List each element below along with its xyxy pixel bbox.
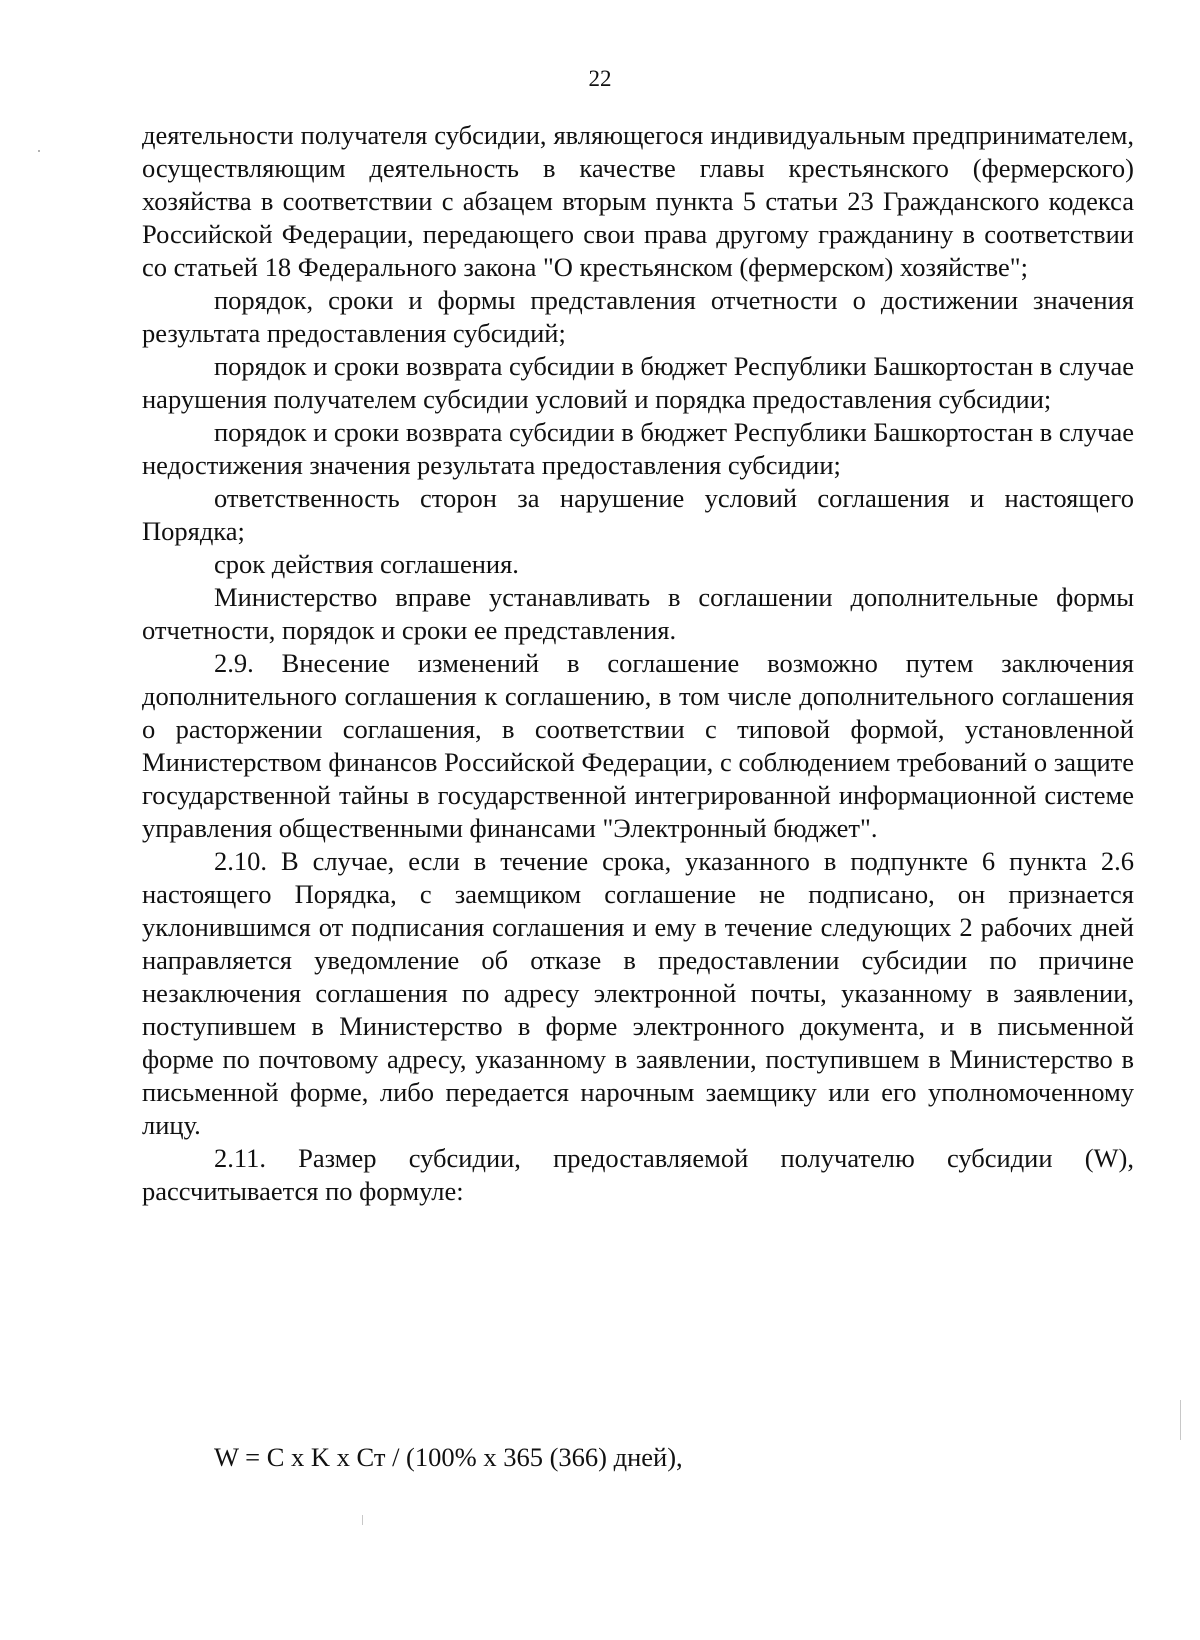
paragraph-2-10: 2.10. В случае, если в течение срока, указанного в подпункте 6 пункта 2.6 настоящего Порядка, с заемщиком соглашение не подписано, он признается уклонившимся от подписания соглашения и ему в течение следующих 2 рабочих дней направляется уведомление об отказе в предоставлении субсидии по причине незаключения соглашения по адресу электронной почты, указанному в заявлении, поступившем в Министерство в форме электронного документа, и в письменной форме по почтовому адресу, указанному в заявлении, поступившем в Министерство в письменной форме, либо передается нарочным заемщику или его уполномоченному лицу. (142, 846, 1134, 1140)
paragraph-continuation: деятельности получателя субсидии, являющегося индивидуальным предпринимателем, осуществляющим деятельность в качестве главы крестьянского (фермерского) хозяйства в соответствии с абзацем вторым пункта 5 статьи 23 Гражданского кодекса Российской Федерации, передающего свои права другому гражданину в соответствии со статьей 18 Федерального закона "О крестьянском (фермерском) хозяйстве"; (142, 120, 1134, 282)
paragraph-ministry-rights: Министерство вправе устанавливать в соглашении дополнительные формы отчетности, порядок и сроки ее представления. (142, 582, 1134, 645)
page-number: 22 (588, 66, 612, 91)
paragraph-return-violation: порядок и сроки возврата субсидии в бюджет Республики Башкортостан в случае нарушения получателем субсидии условий и порядка предоставления субсидии; (142, 351, 1134, 414)
subsidy-formula: W = C x K x Ст / (100% x 365 (366) дней), (214, 1442, 683, 1472)
paragraph-2-11: 2.11. Размер субсидии, предоставляемой получателю субсидии (W), рассчитывается по формуле: (142, 1143, 1134, 1206)
paragraph-2-9: 2.9. Внесение изменений в соглашение возможно путем заключения дополнительного соглашения к соглашению, в том числе дополнительного соглашения о расторжении соглашения, в соответствии с типовой формой, установленной Министерством финансов Российской Федерации, с соблюдением требований о защите государственной тайны в государственной интегрированной информационной системе управления общественными финансами "Электронный бюджет". (142, 648, 1134, 843)
scan-mark (362, 1515, 363, 1525)
document-body (142, 119, 1134, 1208)
scan-mark (1180, 1400, 1181, 1440)
paragraph-return-nonachievement: порядок и сроки возврата субсидии в бюджет Республики Башкортостан в случае недостижения значения результата предоставления субсидии; (142, 417, 1134, 480)
paragraph-reporting-order: порядок, сроки и формы представления отчетности о достижении значения результата предоставления субсидий; (142, 285, 1134, 348)
paragraph-responsibility: ответственность сторон за нарушение условий соглашения и настоящего Порядка; (142, 483, 1134, 546)
scan-speck (38, 150, 40, 152)
paragraph-agreement-term: срок действия соглашения. (214, 549, 519, 579)
